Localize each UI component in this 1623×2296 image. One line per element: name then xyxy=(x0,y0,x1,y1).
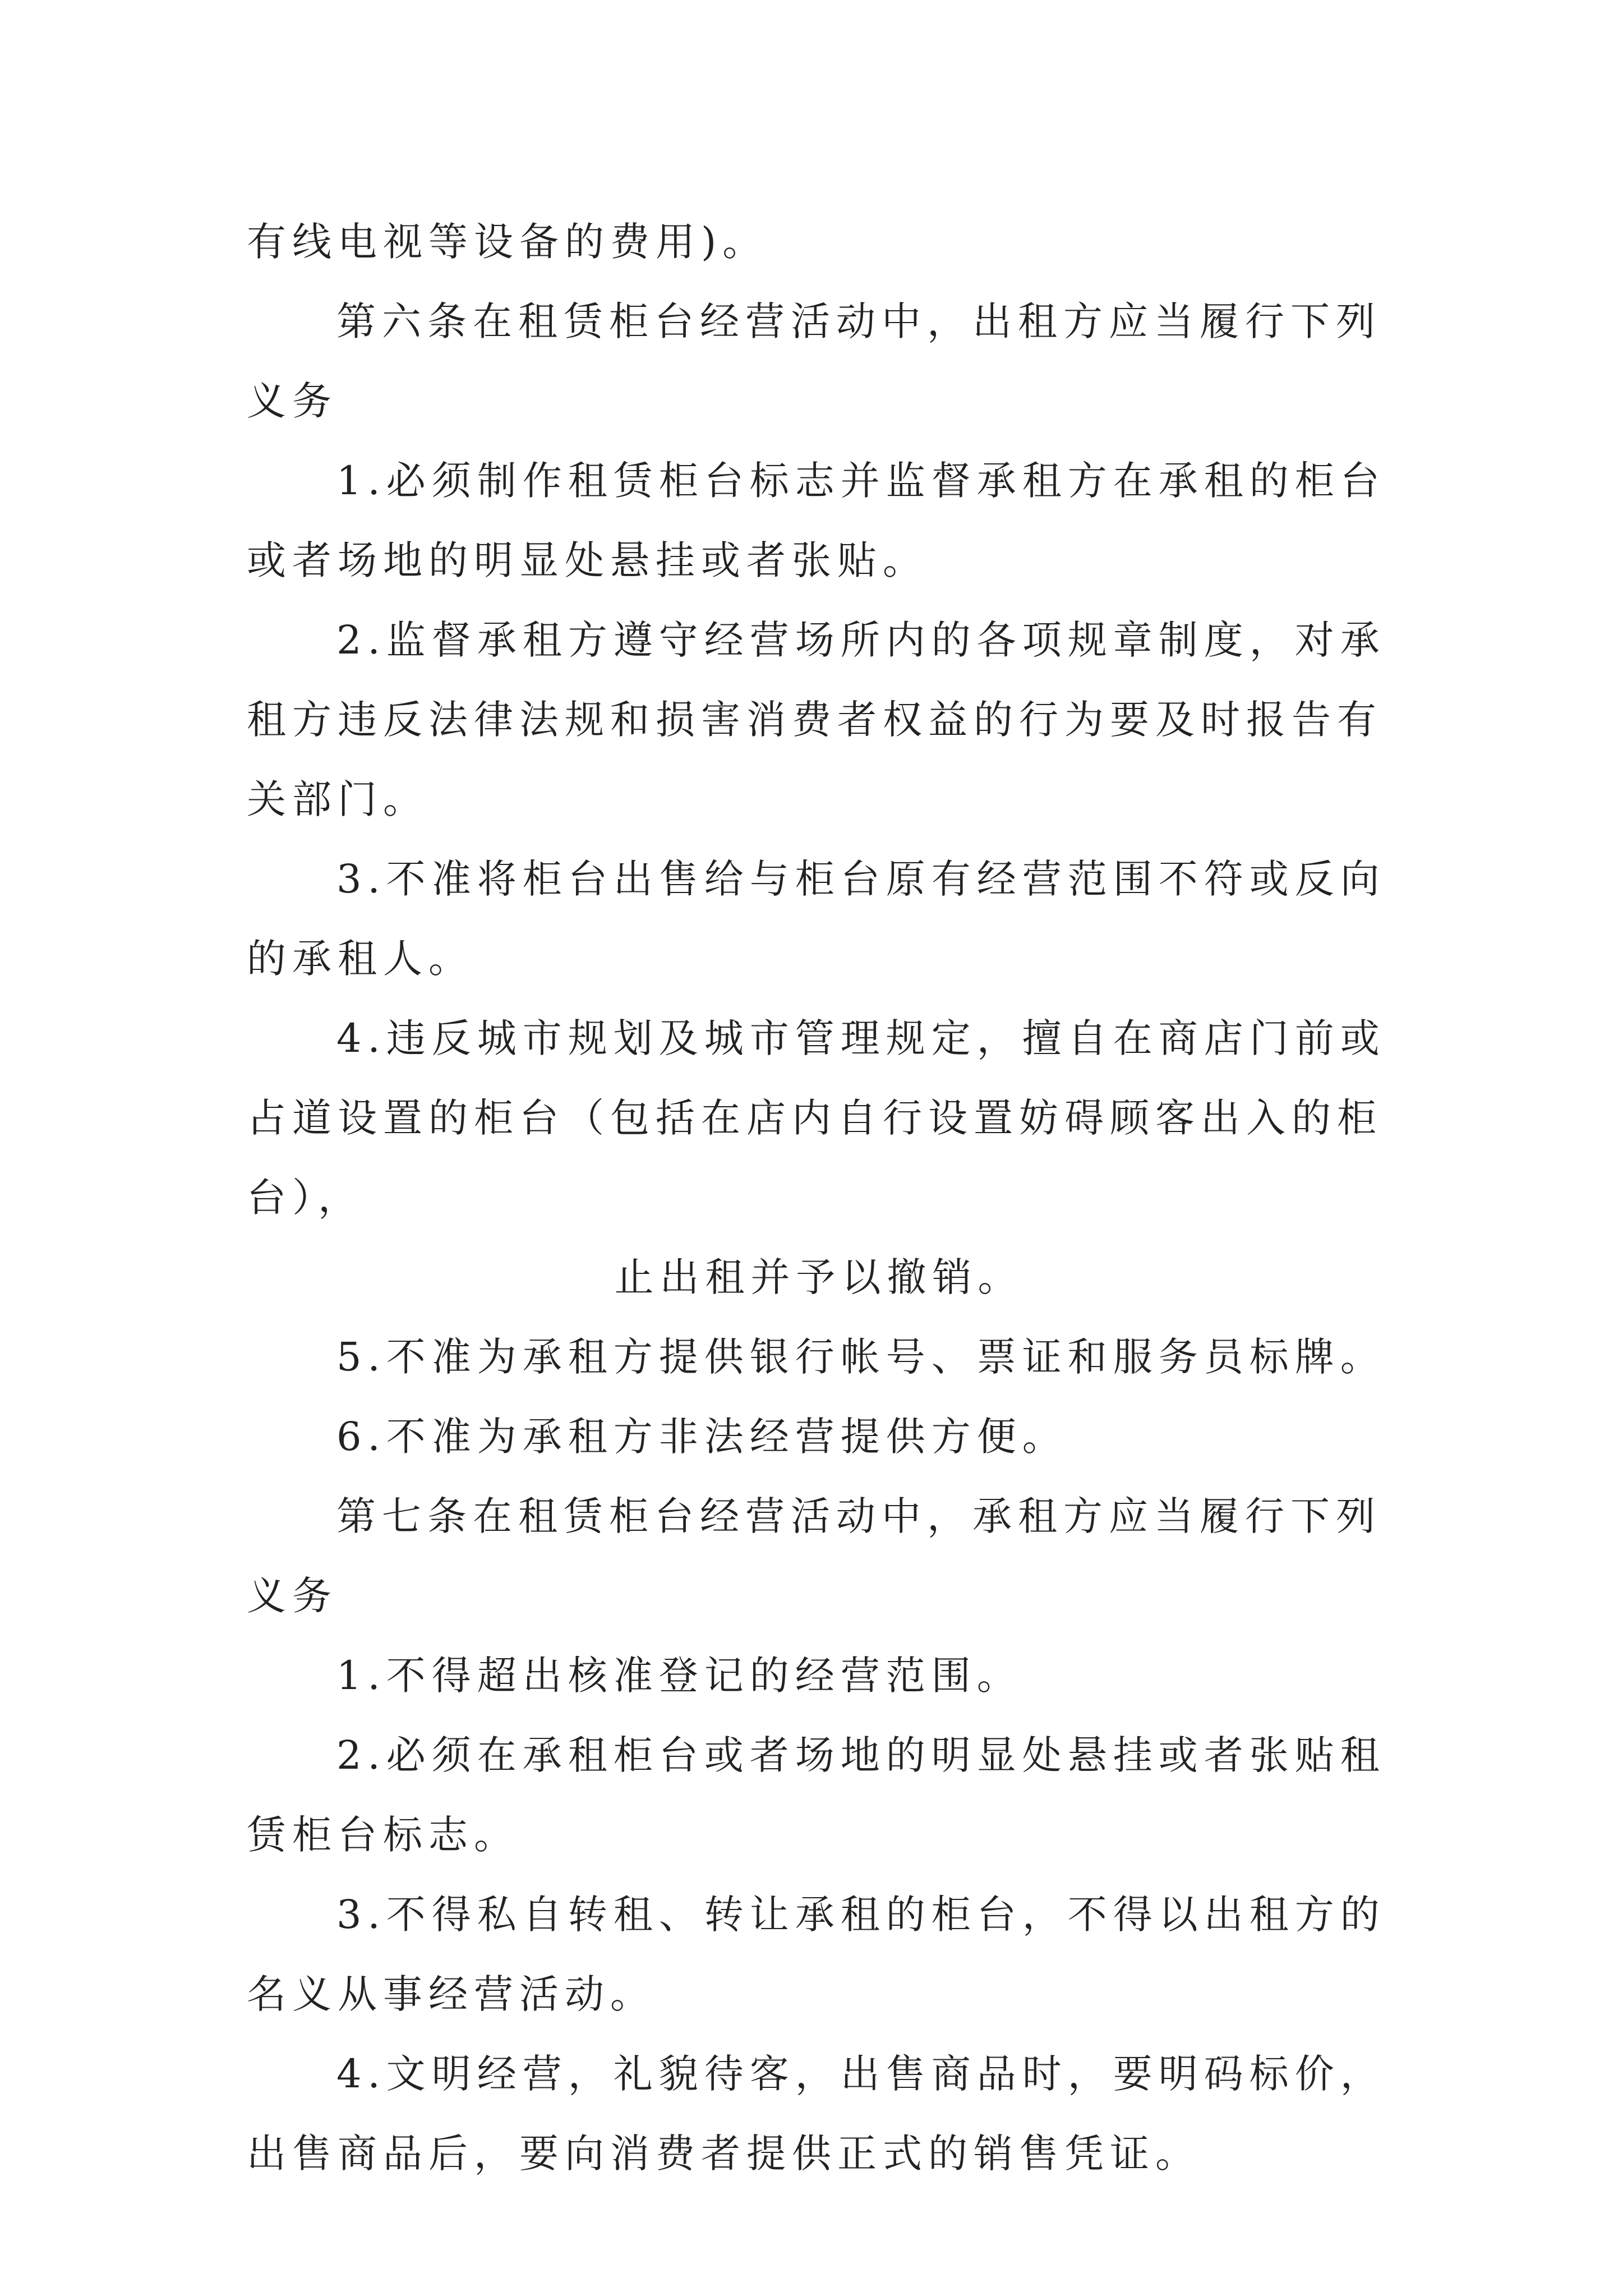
paragraph-continuation: 有线电视等设备的费用)。 xyxy=(247,219,768,265)
article-six-item-2: 2.监督承租方遵守经营场所内的各项规章制度，对承租方违反法律法规和损害消费者权益的行为要及时报告有关部门。 xyxy=(247,617,1386,822)
article-six-item-6: 6.不准为承租方非法经营提供方便。 xyxy=(336,1414,1068,1460)
article-seven-heading: 第七条在租赁柜台经营活动中，承租方应当履行下列义务 xyxy=(247,1493,1381,1619)
document-body xyxy=(247,202,1391,2193)
article-seven-item-3: 3.不得私自转租、转让承租的柜台，不得以出租方的名义从事经营活动。 xyxy=(247,1892,1386,2017)
article-seven-item-2: 2.必须在承租柜台或者场地的明显处悬挂或者张贴租赁柜台标志。 xyxy=(247,1732,1386,1858)
article-seven-item-1: 1.不得超出核准登记的经营范围。 xyxy=(336,1653,1022,1699)
article-six-item-4: 4.违反城市规划及城市管理规定，擅自在商店门前或占道设置的柜台（包括在店内自行设置妨碍顾客出入的柜台）， xyxy=(247,1015,1386,1221)
article-six-item-4-tail: 止出租并予以撤销。 xyxy=(614,1254,1023,1300)
article-six-item-3: 3.不准将柜台出售给与柜台原有经营范围不符或反向的承租人。 xyxy=(247,856,1386,982)
article-seven-item-4: 4.文明经营，礼貌待客，出售商品时，要明码标价，出售商品后，要向消费者提供正式的销售凭证。 xyxy=(247,2051,1386,2177)
article-six-item-1: 1.必须制作租赁柜台标志并监督承租方在承租的柜台或者场地的明显处悬挂或者张贴。 xyxy=(247,458,1386,583)
article-six-item-5: 5.不准为承租方提供银行帐号、票证和服务员标牌。 xyxy=(336,1334,1386,1380)
article-six-heading: 第六条在租赁柜台经营活动中，出租方应当履行下列义务 xyxy=(247,298,1381,424)
